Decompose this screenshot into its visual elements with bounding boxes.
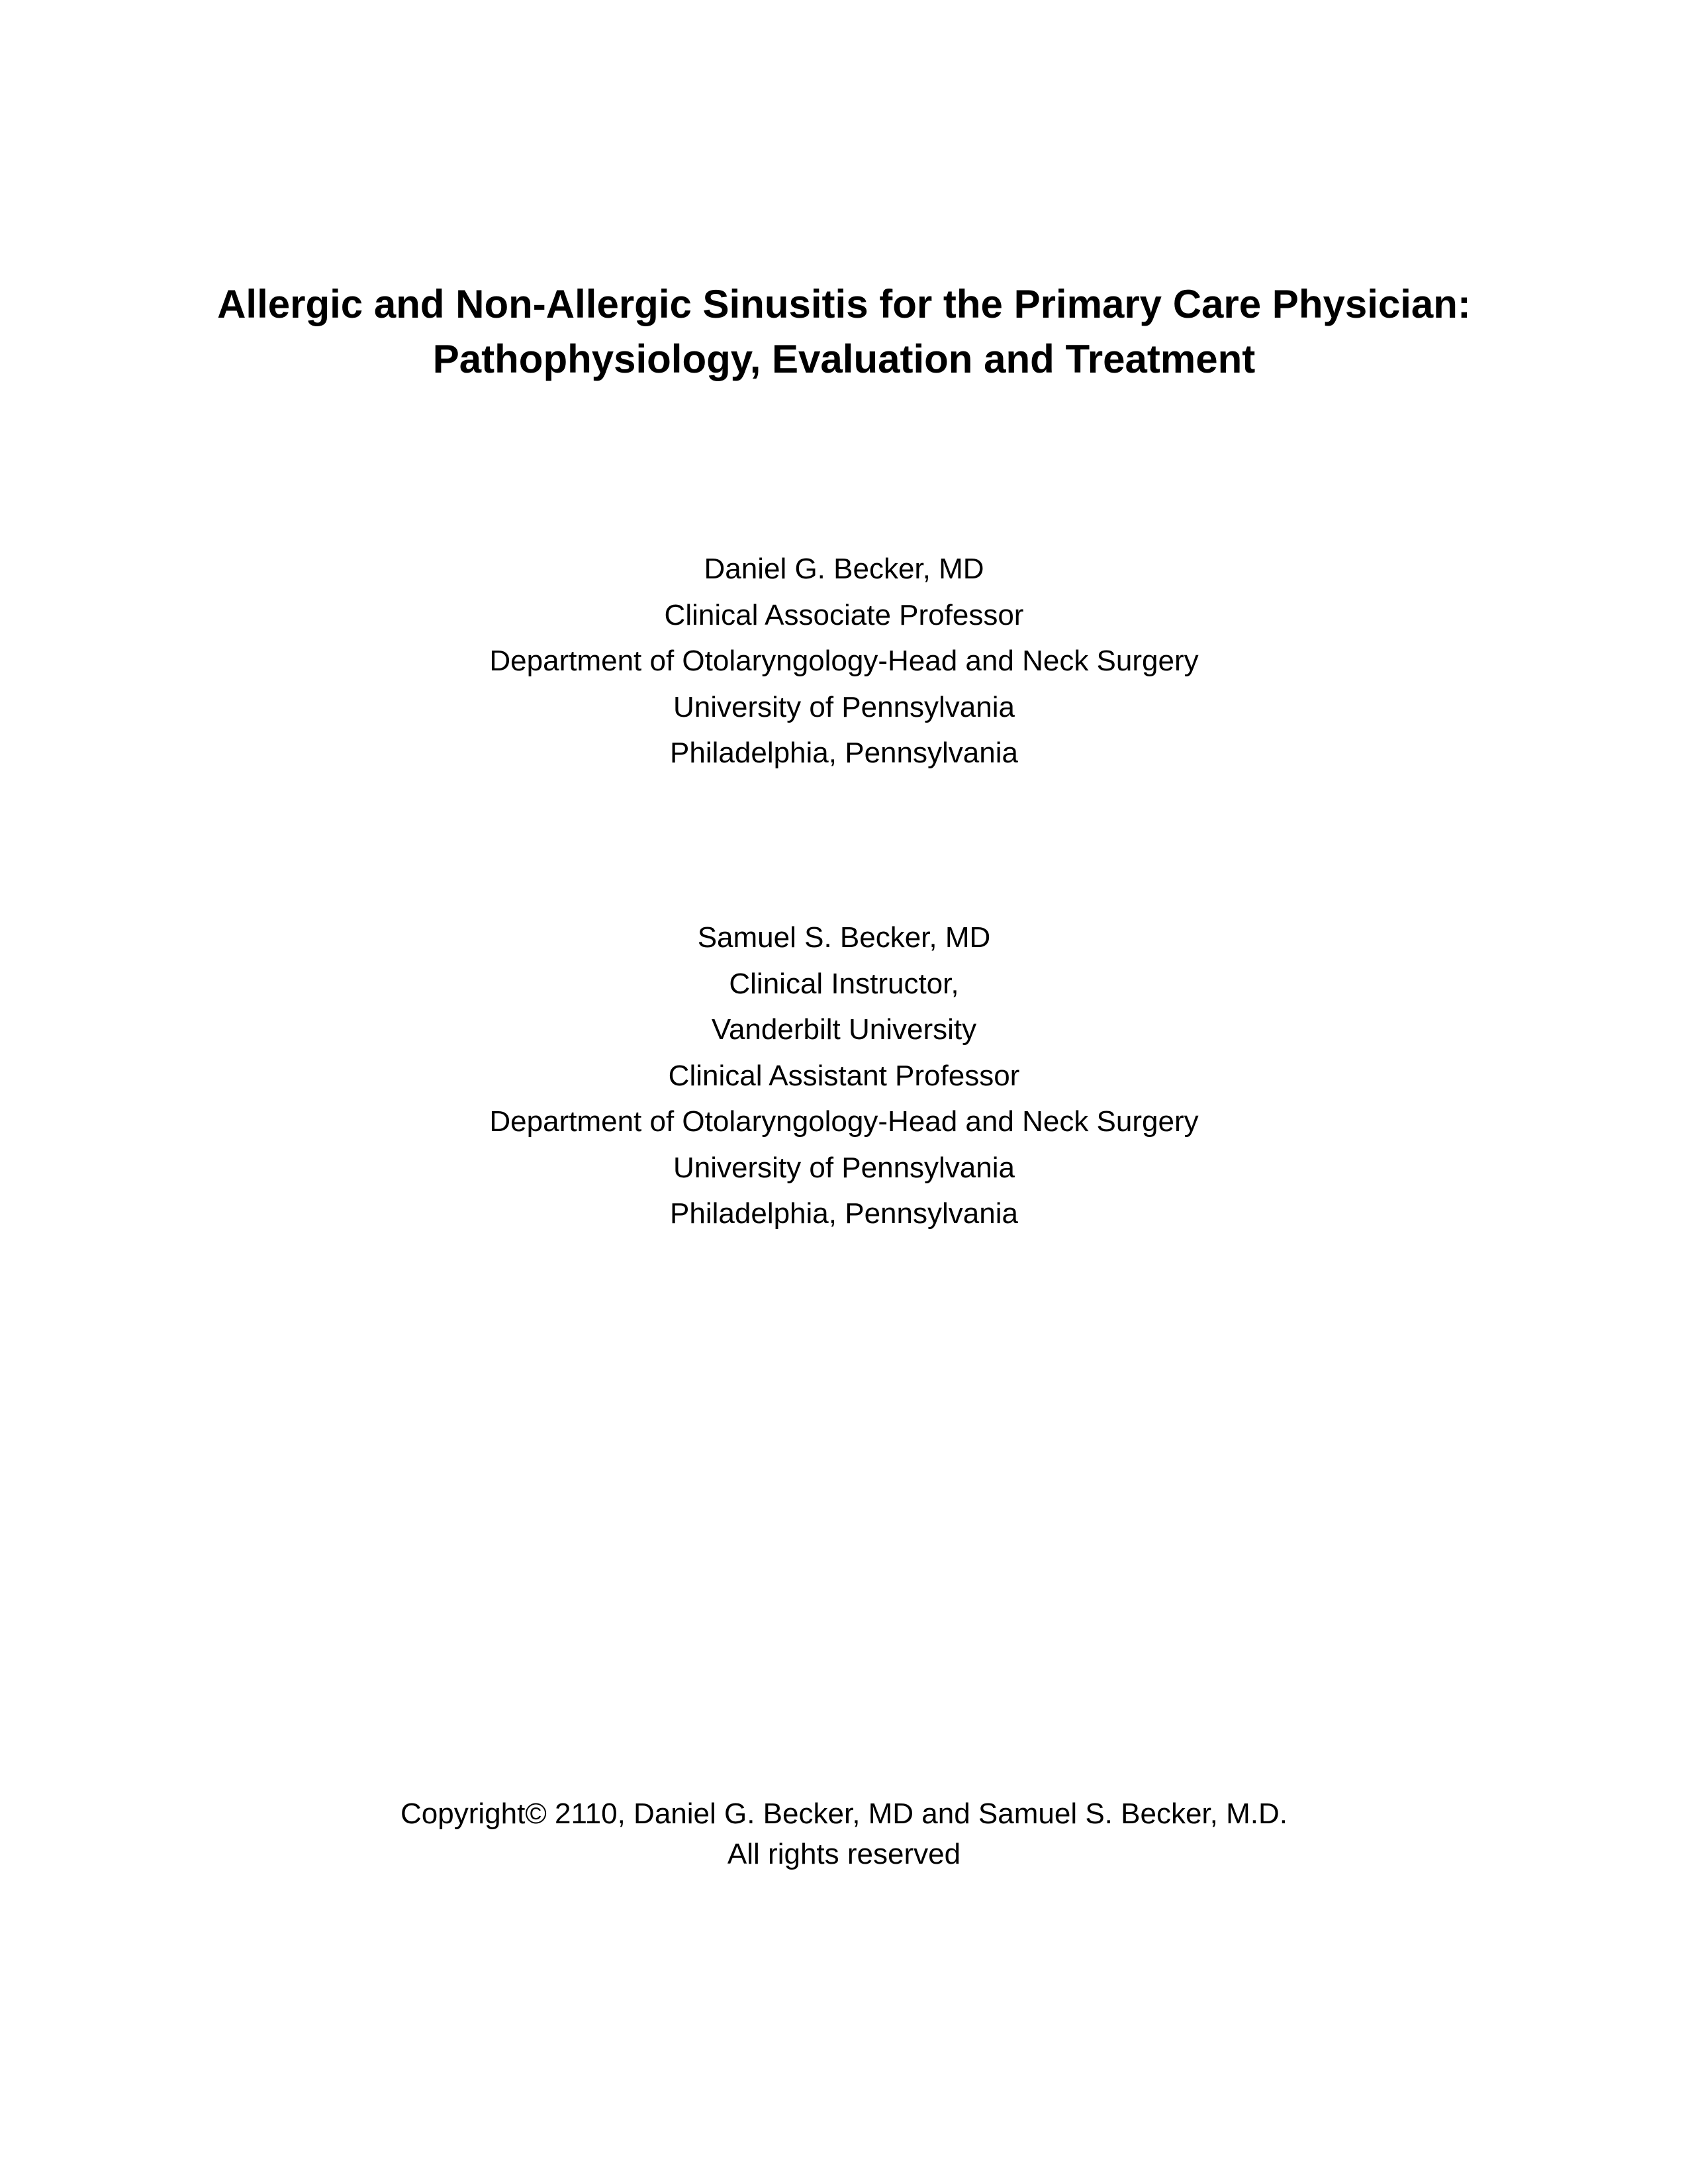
author-university: University of Pennsylvania [673,690,1015,723]
author-university: University of Pennsylvania [673,1151,1015,1184]
author-position: Clinical Instructor, [729,967,959,1000]
title-line-2: Pathophysiology, Evaluation and Treatment [432,337,1256,381]
author-position-secondary: Clinical Assistant Professor [668,1059,1020,1092]
copyright-line: Copyright© 2110, Daniel G. Becker, MD and Samuel S. Becker, M.D. [400,1797,1288,1830]
author-name: Samuel S. Becker, MD [697,921,991,954]
author-position: Clinical Associate Professor [664,598,1024,631]
author-location: Philadelphia, Pennsylvania [670,737,1018,769]
author-institution: Vanderbilt University [711,1013,977,1046]
author-block-daniel-becker [0,546,1688,776]
document-title [0,277,1688,387]
author-department: Department of Otolaryngology-Head and Neck Surgery [489,645,1199,677]
title-line-1: Allergic and Non-Allergic Sinusitis for the Primary Care Physician: [217,282,1471,326]
author-department: Department of Otolaryngology-Head and Neck Surgery [489,1105,1199,1138]
author-name: Daniel G. Becker, MD [704,553,984,585]
rights-reserved-line: All rights reserved [727,1838,961,1870]
copyright-notice [0,1794,1688,1874]
author-location: Philadelphia, Pennsylvania [670,1197,1018,1230]
author-block-samuel-becker [0,915,1688,1237]
